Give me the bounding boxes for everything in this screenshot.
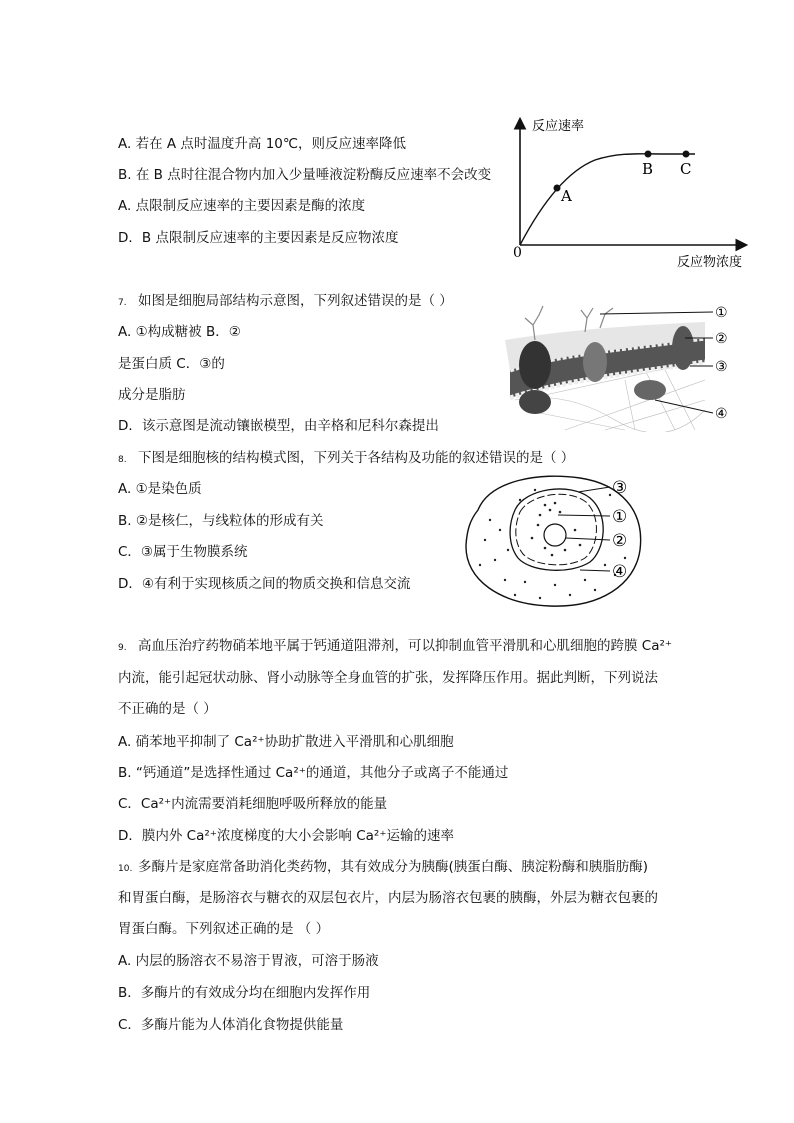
- q9-stem-line-3: 不正确的是（ ）: [118, 701, 217, 717]
- q7-line-4: D．该示意图是流动镶嵌模型，由辛格和尼科尔森提出: [118, 418, 439, 434]
- protein-2: [583, 342, 607, 382]
- q7-stem-line: [118, 292, 453, 312]
- q8-number: 8.: [118, 455, 127, 465]
- protein-1: [519, 341, 551, 389]
- rate-curve: [520, 154, 695, 245]
- q9-option-a: A. 硝苯地平抑制了 Ca²⁺协助扩散进入平滑肌和心肌细胞: [118, 734, 454, 750]
- q7-line-3: 成分是脂肪: [118, 387, 186, 403]
- point-c: [683, 151, 690, 158]
- point-a: [554, 185, 561, 192]
- q8-option-d: D．④有利于实现核质之间的物质交换和信息交流: [118, 576, 411, 592]
- q6-option-a: A. 若在 A 点时温度升高 10℃，则反应速率降低: [118, 136, 407, 152]
- q10-stem-line-3: 胃蛋白酶。下列叙述正确的是 （ ）: [118, 921, 330, 937]
- point-b: [645, 151, 652, 158]
- point-b-label: B: [642, 160, 654, 178]
- label-2: ②: [715, 331, 728, 347]
- nucleus-label-4: ④: [612, 562, 628, 582]
- q9-stem-line-1: [118, 637, 672, 657]
- q9-number: 9.: [118, 643, 127, 653]
- q8-option-c: C．③属于生物膜系统: [118, 544, 248, 560]
- q7-stem: 如图是细胞局部结构示意图，下列叙述错误的是（ ）: [138, 293, 453, 309]
- nucleus-label-3: ③: [612, 478, 628, 498]
- cell-membrane-diagram: [505, 300, 745, 432]
- q7-line-2: 是蛋白质 C．③的: [118, 356, 225, 372]
- q6-option-d: D．B 点限制反应速率的主要因素是反应物浓度: [118, 230, 399, 246]
- q9-option-b: B. “钙通道”是选择性通过 Ca²⁺的通道，其他分子或离子不能通过: [118, 765, 509, 781]
- q10-option-a: A. 内层的肠溶衣不易溶于胃液，可溶于肠液: [118, 953, 379, 969]
- q10-option-b: B．多酶片的有效成分均在细胞内发挥作用: [118, 985, 371, 1001]
- q10-option-c: C．多酶片能为人体消化食物提供能量: [118, 1017, 344, 1033]
- q9-option-c: C．Ca²⁺内流需要消耗细胞呼吸所释放的能量: [118, 796, 388, 812]
- reaction-rate-graph: [505, 112, 755, 272]
- protein-4: [634, 380, 666, 400]
- label-3: ③: [715, 359, 728, 375]
- q7-number: 7.: [118, 298, 127, 308]
- nucleus-label-1: ①: [612, 507, 628, 527]
- q10-stem-line-1: [118, 858, 648, 878]
- label-4: ④: [715, 406, 728, 422]
- q8-stem-line: [118, 449, 574, 469]
- q10-stem-1: 多酶片是家庭常备助消化类药物，其有效成分为胰酶(胰蛋白酶、胰淀粉酶和胰脂肪酶): [138, 859, 649, 875]
- nucleus-label-2: ②: [612, 531, 628, 551]
- q10-number: 10.: [118, 864, 133, 874]
- q8-option-a: A. ①是染色质: [118, 481, 202, 497]
- q6-option-b: B. 在 B 点时往混合物内加入少量唾液淀粉酶反应速率不会改变: [118, 167, 492, 183]
- q9-stem-1: 高血压治疗药物硝苯地平属于钙通道阻滞剂，可以抑制血管平滑肌和心肌细胞的跨膜 Ca²⁺: [138, 638, 673, 654]
- point-a-label: A: [561, 187, 572, 205]
- origin-label: 0: [513, 245, 522, 261]
- nucleus-diagram: [460, 470, 660, 612]
- q8-option-b: B. ②是核仁，与线粒体的形成有关: [118, 513, 324, 529]
- x-axis-label: 反应物浓度: [677, 255, 743, 270]
- q10-stem-line-2: 和胃蛋白酶，是肠溶衣与糖衣的双层包衣片，内层为肠溶衣包裹的胰酶，外层为糖衣包裹的: [118, 890, 658, 906]
- q8-stem: 下图是细胞核的结构模式图，下列关于各结构及功能的叙述错误的是（ ）: [138, 450, 575, 466]
- q9-option-d: D．膜内外 Ca²⁺浓度梯度的大小会影响 Ca²⁺运输的速率: [118, 828, 454, 844]
- point-c-label: C: [680, 160, 692, 178]
- protein-3: [672, 326, 694, 370]
- q7-line-1: A. ①构成糖被 B．②: [118, 324, 241, 340]
- q9-stem-line-2: 内流，能引起冠状动脉、肾小动脉等全身血管的扩张，发挥降压作用。据此判断，下列说法: [118, 670, 658, 686]
- q6-option-c: A. 点限制反应速率的主要因素是酶的浓度: [118, 198, 366, 214]
- nucleolus: [544, 524, 566, 546]
- label-1: ①: [715, 305, 728, 321]
- y-axis-label: 反应速率: [532, 119, 585, 134]
